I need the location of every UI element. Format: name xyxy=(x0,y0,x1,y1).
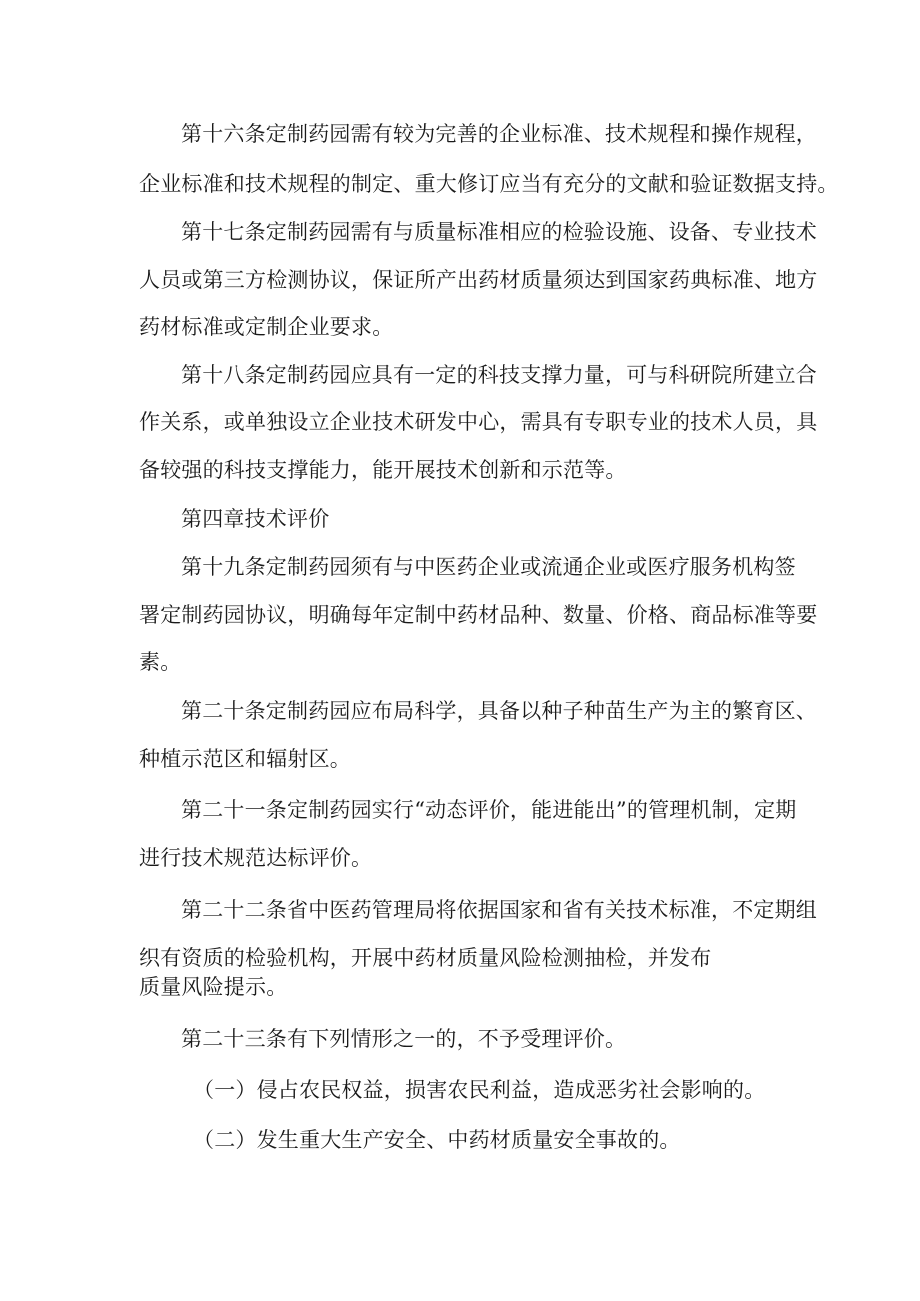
text-line: 作关系，或单独设立企业技术研发中心，需具有专职专业的技术人员，具 xyxy=(139,410,818,434)
list-item: （一）侵占农民权益，损害农民利益，造成恶劣社会影响的。 xyxy=(193,1078,766,1102)
text-line: 第十九条定制药园须有与中医药企业或流通企业或医疗服务机构签 xyxy=(181,555,796,579)
text-line: 进行技术规范达标评价。 xyxy=(139,846,373,870)
text-line: 备较强的科技支撑能力，能开展技术创新和示范等。 xyxy=(139,458,627,482)
text-line: 素。 xyxy=(139,650,182,674)
text-line: 织有资质的检验机构，开展中药材质量风险检测抽检，并发布 xyxy=(139,946,712,970)
text-line: 署定制药园协议，明确每年定制中药材品种、数量、价格、商品标准等要 xyxy=(139,603,818,627)
text-line: 第二十二条省中医药管理局将依据国家和省有关技术标准，不定期组 xyxy=(181,898,817,922)
text-line: 企业标准和技术规程的制定、重大修订应当有充分的文献和验证数据支持。 xyxy=(139,172,839,196)
text-line: 第二十条定制药园应布局科学，具备以种子种苗生产为主的繁育区、 xyxy=(181,699,817,723)
list-item: （二）发生重大生产安全、中药材质量安全事故的。 xyxy=(193,1128,681,1152)
text-line: 第十八条定制药园应具有一定的科技支撑力量，可与科研院所建立合 xyxy=(181,363,817,387)
text-line: 质量风险提示。 xyxy=(139,975,288,999)
text-line: 药材标准或定制企业要求。 xyxy=(139,315,394,339)
text-line: 第十七条定制药园需有与质量标准相应的检验设施、设备、专业技术 xyxy=(181,220,817,244)
text-line: 第十六条定制药园需有较为完善的企业标准、技术规程和操作规程， xyxy=(181,122,817,146)
chapter-heading: 第四章技术评价 xyxy=(181,507,330,531)
text-line: 第二十一条定制药园实行“动态评价，能进能出”的管理机制，定期 xyxy=(181,798,797,822)
text-line: 第二十三条有下列情形之一的，不予受理评价。 xyxy=(181,1027,627,1051)
text-line: 种植示范区和辐射区。 xyxy=(139,747,351,771)
text-line: 人员或第三方检测协议，保证所产出药材质量须达到国家药典标准、地方 xyxy=(139,268,818,292)
